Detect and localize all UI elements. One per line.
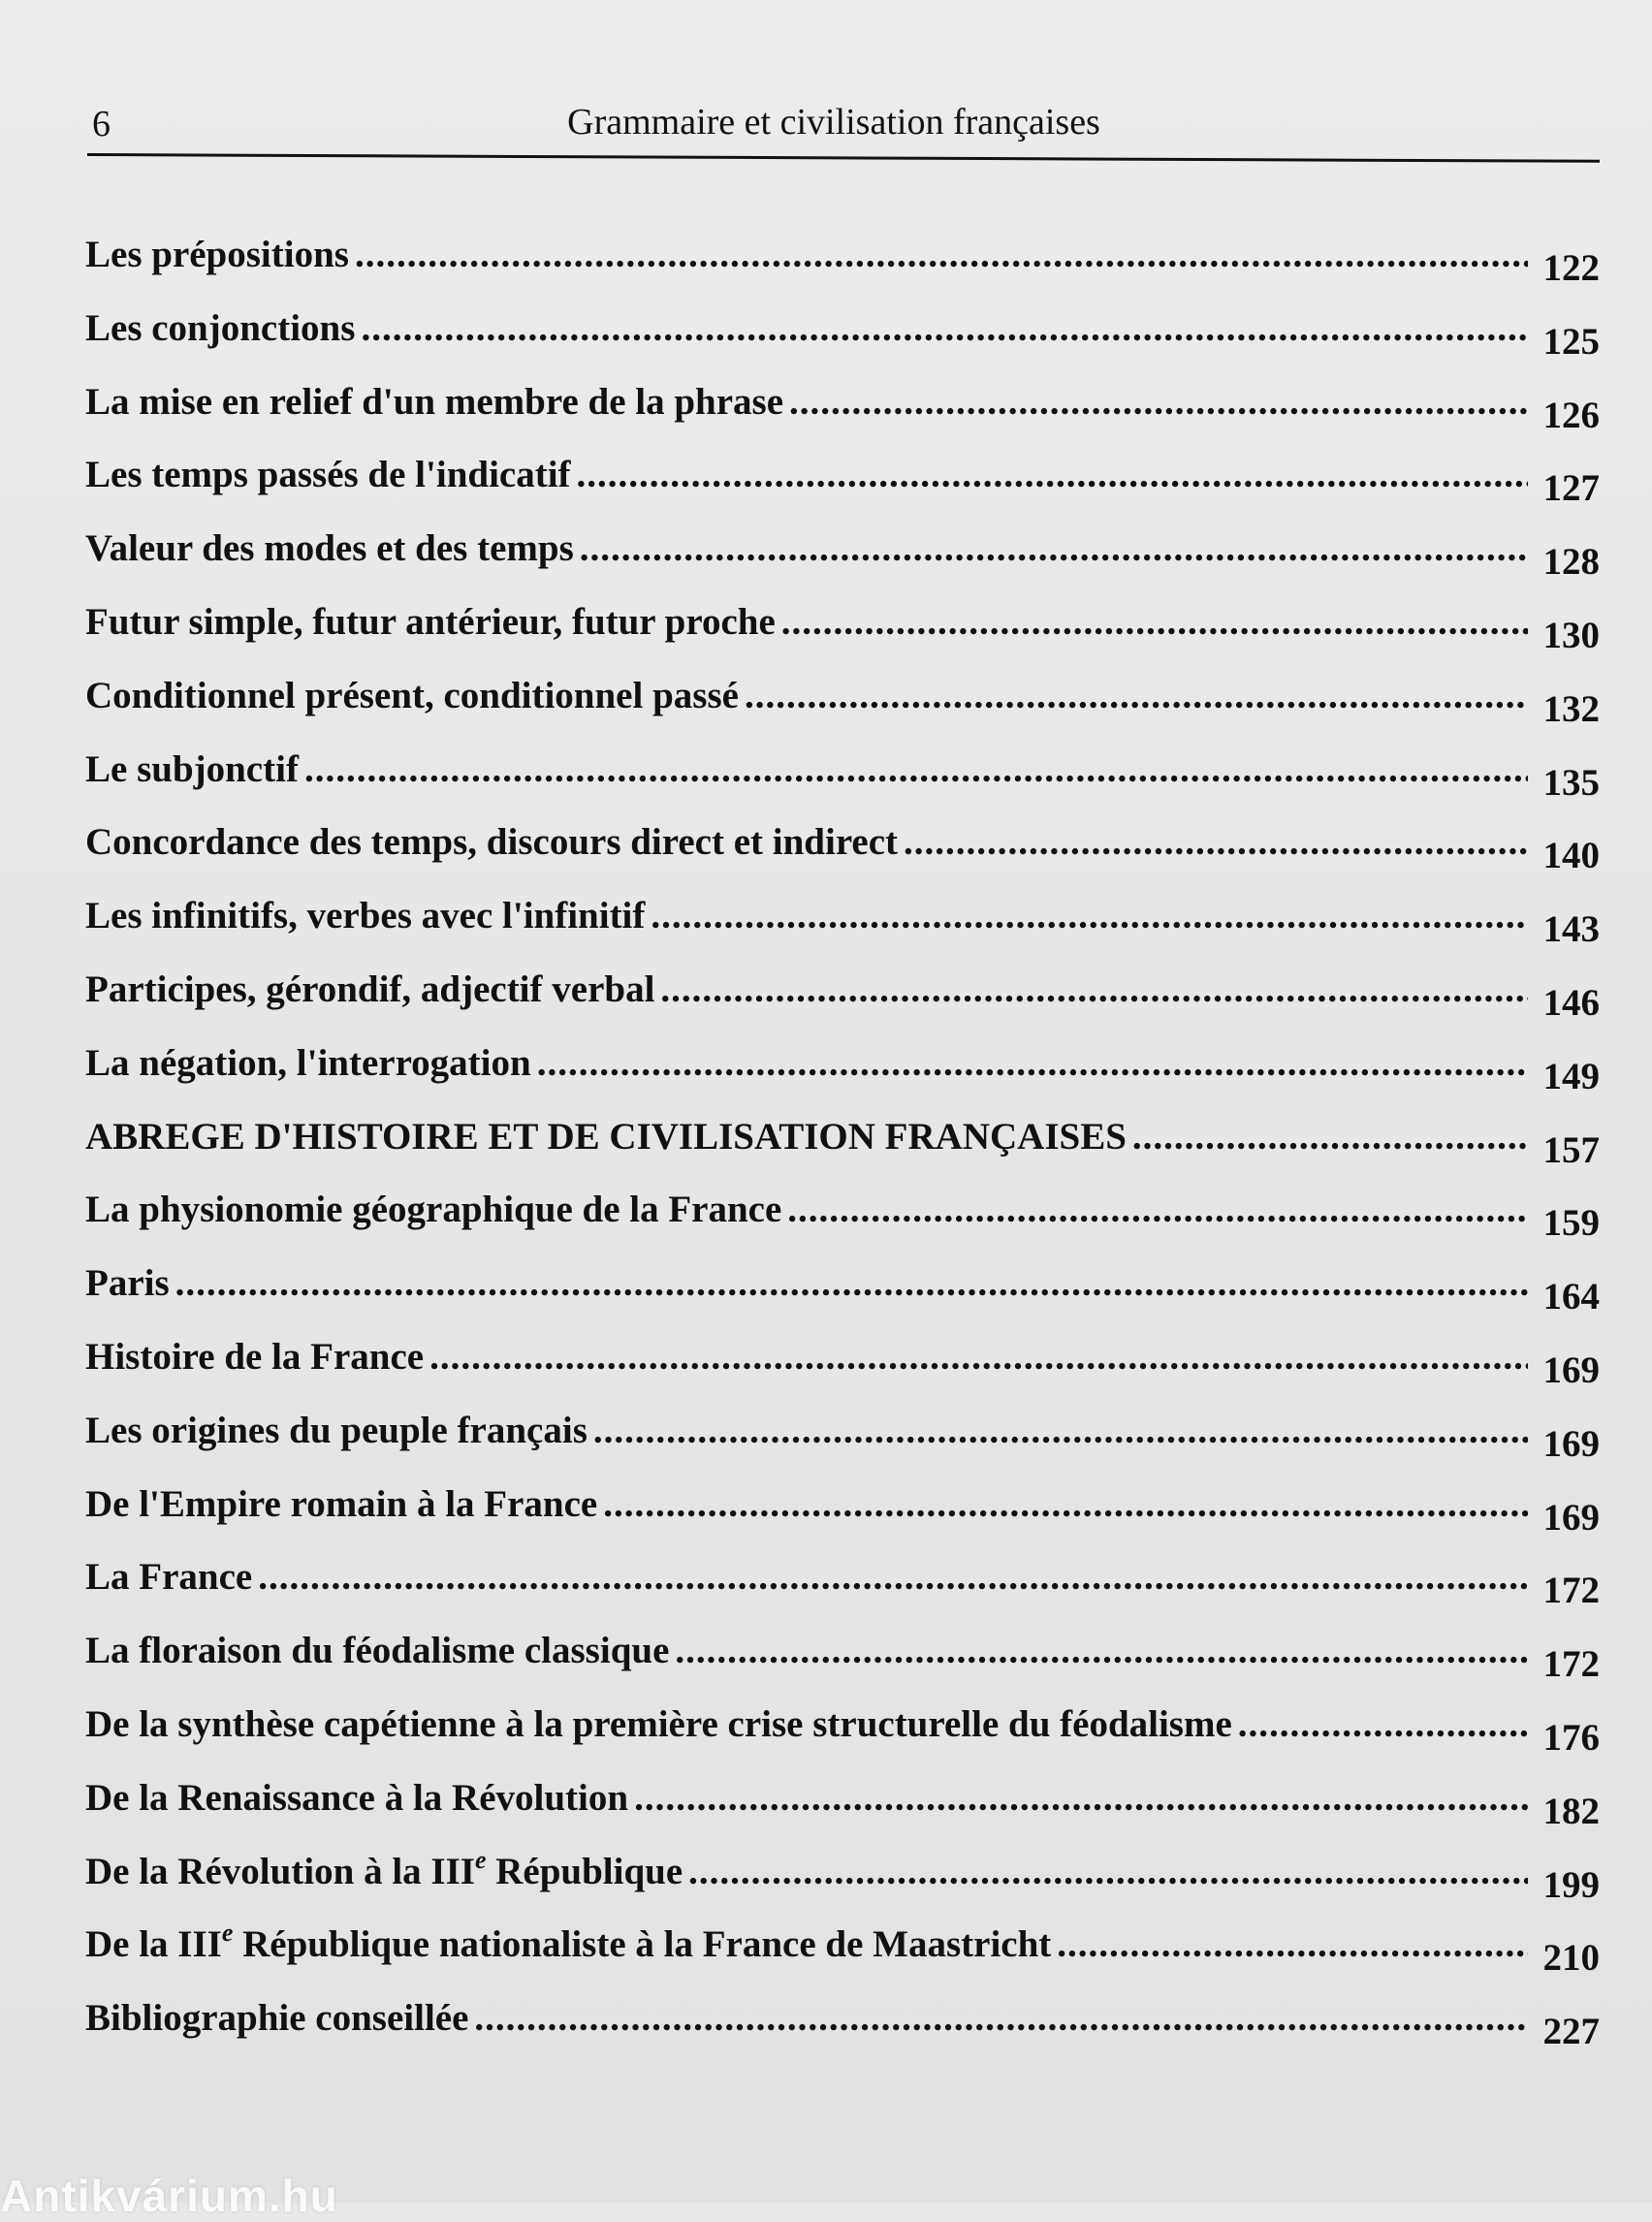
- toc-leader-dots: [745, 674, 1528, 717]
- toc-leader-dots: [904, 820, 1528, 864]
- toc-entry-title: De l'Empire romain à la France: [85, 1482, 598, 1525]
- toc-entry-page: 125: [1542, 320, 1600, 363]
- toc-entry: [85, 1409, 1600, 1482]
- toc-leader-dots: [660, 968, 1528, 1011]
- toc-entry-title: Futur simple, futur antérieur, futur proche: [85, 600, 776, 643]
- toc-entry-title: Paris: [85, 1262, 170, 1305]
- toc-entry-page: 122: [1542, 247, 1600, 289]
- toc-entry-page: 210: [1542, 1937, 1600, 1980]
- toc-leader-dots: [688, 1850, 1528, 1893]
- toc-entry-title: ABREGE D'HISTOIRE ET DE CIVILISATION FRANÇAISES: [85, 1115, 1127, 1158]
- toc-entry-page: 159: [1542, 1202, 1600, 1245]
- toc-entry-page: 149: [1542, 1055, 1600, 1097]
- toc-entry: [85, 674, 1600, 747]
- toc-entry: [85, 1335, 1600, 1409]
- toc-entry-title: La floraison du féodalisme classique: [85, 1630, 670, 1672]
- toc-entry: [85, 380, 1600, 454]
- toc-entry-title: De la synthèse capétienne à la première crise structurelle du féodalisme: [85, 1702, 1232, 1745]
- toc-entry: [85, 1041, 1600, 1115]
- toc-entry-title: Concordance des temps, discours direct et indirect: [85, 821, 899, 864]
- toc-entry-page: 128: [1542, 541, 1600, 584]
- toc-entry-page: 199: [1542, 1863, 1600, 1906]
- toc-entry-page: 157: [1542, 1128, 1600, 1171]
- toc-entry: [85, 233, 1600, 306]
- toc-leader-dots: [304, 747, 1528, 791]
- toc-entry: [85, 820, 1600, 894]
- toc-entry-page: 169: [1542, 1496, 1600, 1539]
- toc-entry-title: [85, 1845, 683, 1893]
- toc-entry-title: Les conjonctions: [85, 306, 356, 349]
- toc-entry-title: Conditionnel présent, conditionnel passé: [85, 674, 739, 716]
- toc-entry: [85, 1629, 1600, 1702]
- toc-leader-dots: [429, 1335, 1528, 1379]
- toc-entry-page: 127: [1542, 467, 1600, 510]
- toc-entry-page: 172: [1542, 1643, 1600, 1686]
- page-number: 6: [92, 104, 111, 144]
- toc-leader-dots: [361, 306, 1528, 350]
- toc-entry: [85, 306, 1600, 380]
- toc-entry: [85, 1996, 1600, 2070]
- toc-entry: [85, 526, 1600, 600]
- toc-entry-page: 169: [1542, 1349, 1600, 1391]
- toc-entry-page: 172: [1542, 1570, 1600, 1612]
- toc-entry: [85, 1776, 1600, 1850]
- toc-entry-title: [85, 1919, 1052, 1966]
- toc-entry-title: La négation, l'interrogation: [85, 1041, 531, 1084]
- toc-entry-title: Histoire de la France: [85, 1335, 425, 1378]
- toc-leader-dots: [1057, 1922, 1528, 1966]
- toc-entry-title: Les prépositions: [85, 234, 349, 275]
- toc-title-part: République: [486, 1850, 683, 1892]
- toc-leader-dots: [355, 233, 1528, 276]
- toc-entry-title: Valeur des modes et des temps: [85, 527, 574, 570]
- page-header: [87, 97, 1600, 155]
- toc-entry: [85, 1482, 1600, 1556]
- toc-leader-dots: [789, 380, 1528, 424]
- toc-leader-dots: [175, 1261, 1528, 1305]
- toc-leader-dots: [1238, 1702, 1528, 1746]
- toc-leader-dots: [781, 600, 1528, 644]
- toc-title-part: République nationaliste à la France de Maastricht: [233, 1923, 1052, 1966]
- table-of-contents: [85, 233, 1600, 2070]
- toc-entry-title: Les infinitifs, verbes avec l'infinitif: [85, 895, 646, 937]
- running-title: Grammaire et civilisation françaises: [567, 102, 1100, 143]
- toc-entry: [85, 1188, 1600, 1261]
- site-watermark: Antikvárium.hu: [0, 2171, 338, 2221]
- toc-entry: [85, 1919, 1600, 1996]
- toc-section-heading: [85, 1115, 1600, 1189]
- toc-entry: [85, 1845, 1600, 1923]
- toc-entry-page: 143: [1542, 908, 1600, 951]
- toc-entry: [85, 1702, 1600, 1776]
- toc-leader-dots: [580, 526, 1528, 570]
- toc-leader-dots: [787, 1188, 1528, 1231]
- toc-entry: [85, 600, 1600, 674]
- toc-entry-page: 146: [1542, 981, 1600, 1024]
- toc-title-part: De la Révolution à la III: [85, 1850, 475, 1892]
- toc-entry: [85, 1555, 1600, 1629]
- toc-entry: [85, 968, 1600, 1041]
- toc-leader-dots: [474, 1996, 1528, 2040]
- toc-entry-title: De la Renaissance à la Révolution: [85, 1776, 629, 1819]
- toc-entry-title: Bibliographie conseillée: [85, 1997, 469, 2040]
- toc-title-part: De la III: [85, 1923, 222, 1966]
- toc-leader-dots: [651, 894, 1528, 937]
- toc-entry-page: 227: [1542, 2011, 1600, 2053]
- toc-entry-page: 135: [1542, 761, 1600, 804]
- toc-leader-dots: [1132, 1115, 1528, 1159]
- toc-leader-dots: [537, 1041, 1528, 1085]
- toc-leader-dots: [258, 1555, 1528, 1599]
- toc-leader-dots: [675, 1629, 1528, 1672]
- toc-entry-page: 132: [1542, 687, 1600, 730]
- toc-leader-dots: [593, 1409, 1528, 1452]
- toc-entry-title: Participes, gérondif, adjectif verbal: [85, 968, 655, 1010]
- toc-entry-title: La mise en relief d'un membre de la phrase: [85, 380, 784, 423]
- toc-entry-title: La physionomie géographique de la France: [85, 1189, 782, 1231]
- toc-entry-page: 164: [1542, 1276, 1600, 1318]
- superscript: e: [221, 1919, 234, 1948]
- toc-entry-page: 140: [1542, 835, 1600, 877]
- toc-entry-page: 182: [1542, 1790, 1600, 1832]
- toc-entry: [85, 894, 1600, 968]
- superscript: e: [474, 1845, 487, 1874]
- toc-entry: [85, 453, 1600, 526]
- toc-entry-title: Les origines du peuple français: [85, 1409, 588, 1451]
- toc-entry-page: 169: [1542, 1422, 1600, 1465]
- toc-entry-page: 176: [1542, 1716, 1600, 1759]
- toc-leader-dots: [603, 1482, 1528, 1526]
- toc-entry-page: 130: [1542, 614, 1600, 656]
- toc-leader-dots: [577, 453, 1528, 496]
- toc-entry-title: La France: [85, 1556, 253, 1599]
- toc-entry: [85, 747, 1600, 821]
- toc-entry-title: Les temps passés de l'indicatif: [85, 454, 571, 496]
- toc-entry: [85, 1261, 1600, 1335]
- toc-entry-title: Le subjonctif: [85, 747, 299, 790]
- toc-entry-page: 126: [1542, 394, 1600, 436]
- toc-leader-dots: [634, 1776, 1528, 1820]
